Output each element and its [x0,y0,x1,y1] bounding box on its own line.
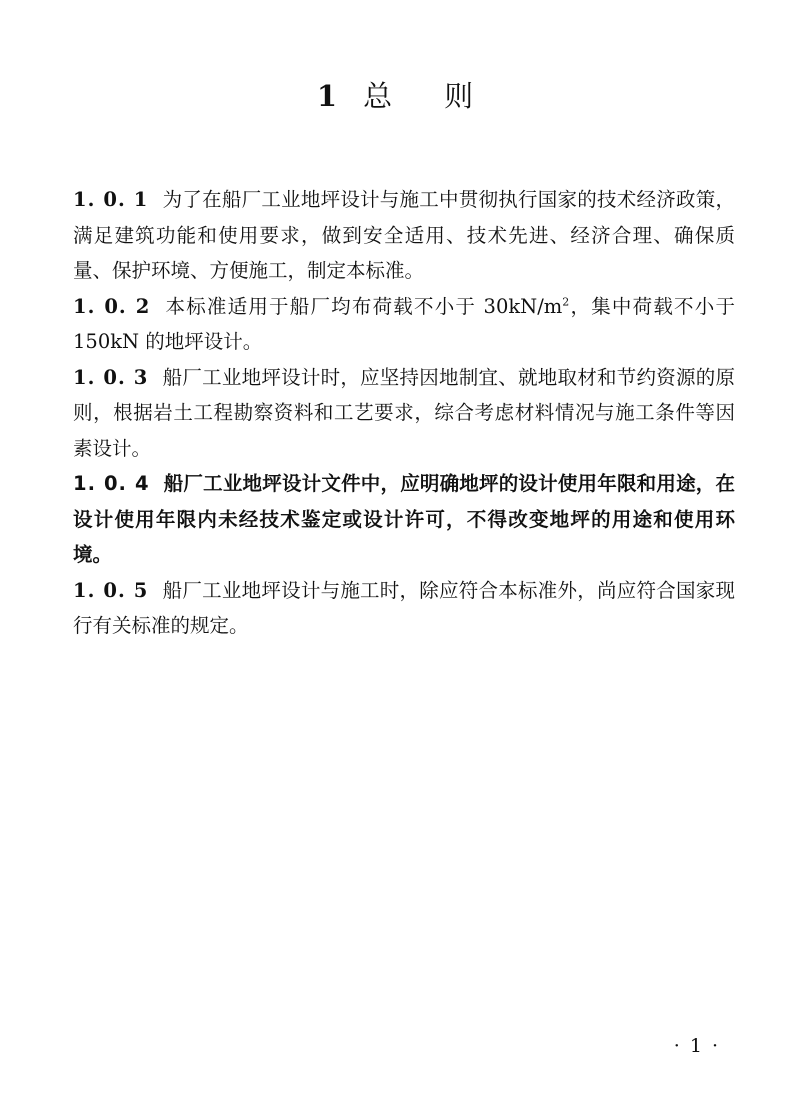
clause-number: 1. 0. 4 [73,472,150,495]
clause-text: 船厂工业地坪设计时，应坚持因地制宜、就地取材和节约资源的原则，根据岩土工程勘察资料和工艺要求，综合考虑材料情况与施工条件等因素设计。 [73,365,735,460]
clause-1-0-4 [73,466,735,573]
unit-superscript: 2 [562,295,570,308]
clause-1-0-5 [73,573,735,644]
clause-number: 1. 0. 3 [73,365,149,389]
chapter-title-char-2: 则 [444,79,474,113]
chapter-number: 1 [316,79,338,113]
clause-text-mandatory: 船厂工业地坪设计文件中，应明确地坪的设计使用年限和用途，在设计使用年限内未经技术鉴定或设计许可，不得改变地坪的用途和使用环境。 [73,472,735,566]
page-number: · 1 · [673,1035,720,1057]
clause-1-0-3 [73,360,735,467]
clause-1-0-1 [73,182,735,289]
clause-text: 船厂工业地坪设计与施工时，除应符合本标准外，尚应符合国家现行有关标准的规定。 [73,578,735,637]
clause-1-0-2 [73,289,735,360]
clauses-body [73,182,735,644]
clause-number: 1. 0. 2 [73,294,151,318]
clause-text: 为了在船厂工业地坪设计与施工中贯彻执行国家的技术经济政策，满足建筑功能和使用要求，做到安全适用、技术先进、经济合理、确保质量、保护环境、方便施工，制定本标准。 [73,188,735,282]
clause-number: 1. 0. 1 [73,188,149,211]
clause-text-part-1: 本标准适用于船厂均布荷载不小于 30kN/m [164,294,563,318]
clause-text [73,295,735,354]
chapter-title-char-1: 总 [363,79,393,113]
clause-number: 1. 0. 5 [73,578,149,602]
clause-text-part-2: ，集中荷载不小于 150kN 的地坪设计。 [73,294,735,353]
chapter-title [0,76,790,116]
